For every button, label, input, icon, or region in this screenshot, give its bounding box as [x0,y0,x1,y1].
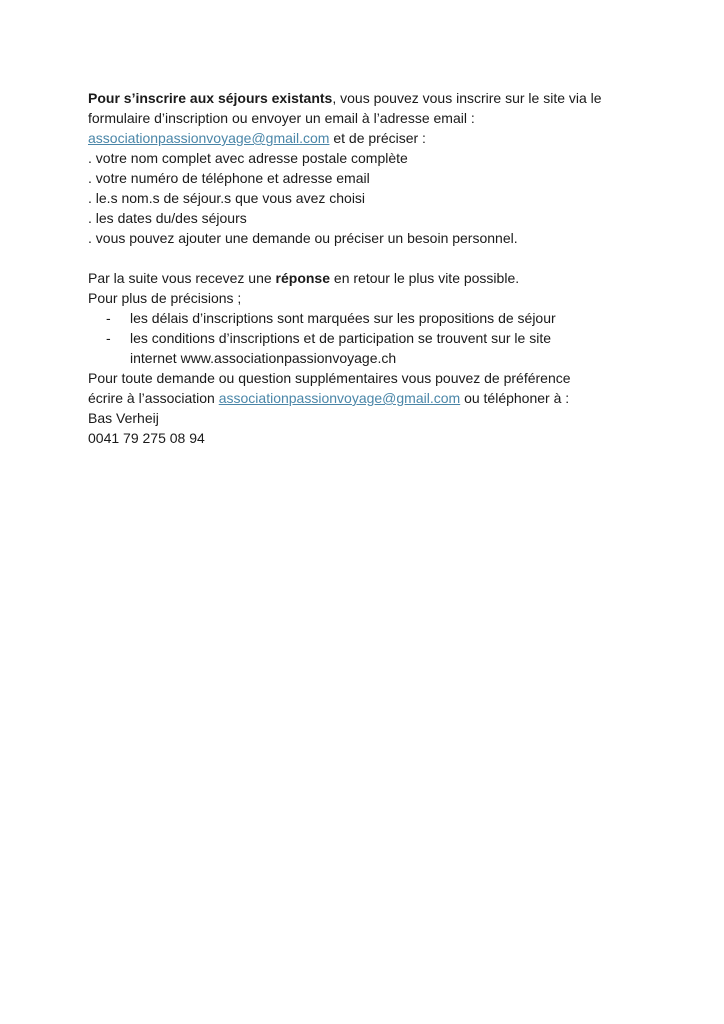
contact-email-link[interactable]: associationpassionvoyage@gmail.com [218,390,461,406]
paragraph-gap [88,248,648,268]
intro-email-link[interactable]: associationpassionvoyage@gmail.com [88,130,330,146]
intro-line-3 [88,128,648,148]
intro-item-request: . vous pouvez ajouter une demande ou préciser un besoin personnel. [88,230,518,246]
precisions-line: Pour plus de précisions ; [88,290,242,306]
response-line [88,268,648,288]
bullet-item-delays [88,308,648,328]
contact-line-2 [88,388,648,408]
bullet-dash: - [106,330,111,346]
intro-item-stays: . le.s nom.s de séjour.s que vous avez choisi [88,190,366,206]
bullet-item-conditions-continued [88,348,648,368]
contact-name: Bas Verheij [88,410,159,426]
contact-line-2-before: écrire à l’association [88,390,219,406]
bullet-item-conditions-text: les conditions d’inscriptions et de participation se trouvent sur le site [130,330,551,346]
bullet-item-delays-text: les délais d’inscriptions sont marquées sur les propositions de séjour [130,310,556,326]
contact-line-1: Pour toute demande ou question supplémentaires vous pouvez de préférence [88,370,571,386]
intro-line-3-rest: et de préciser : [329,130,426,146]
bullet-item-conditions [88,328,648,348]
intro-item-dates: . les dates du/des séjours [88,210,247,226]
bullet-item-conditions-cont-text: internet www.associationpassionvoyage.ch [130,350,397,366]
document-page [88,88,648,448]
bullet-dash: - [106,310,111,326]
intro-line-1-rest: , vous pouvez vous inscrire sur le site via le [332,90,602,106]
intro-line-2: formulaire d’inscription ou envoyer un email à l’adresse email : [88,110,475,126]
response-bold: réponse [275,270,331,286]
intro-line-1 [88,88,648,108]
contact-line-2-after: ou téléphoner à : [460,390,570,406]
response-before: Par la suite vous recevez une [88,270,276,286]
response-after: en retour le plus vite possible. [330,270,520,286]
contact-phone: 0041 79 275 08 94 [88,430,205,446]
intro-bold-heading: Pour s’inscrire aux séjours existants [88,90,333,106]
intro-item-phone: . votre numéro de téléphone et adresse email [88,170,370,186]
intro-item-name: . votre nom complet avec adresse postale complète [88,150,408,166]
